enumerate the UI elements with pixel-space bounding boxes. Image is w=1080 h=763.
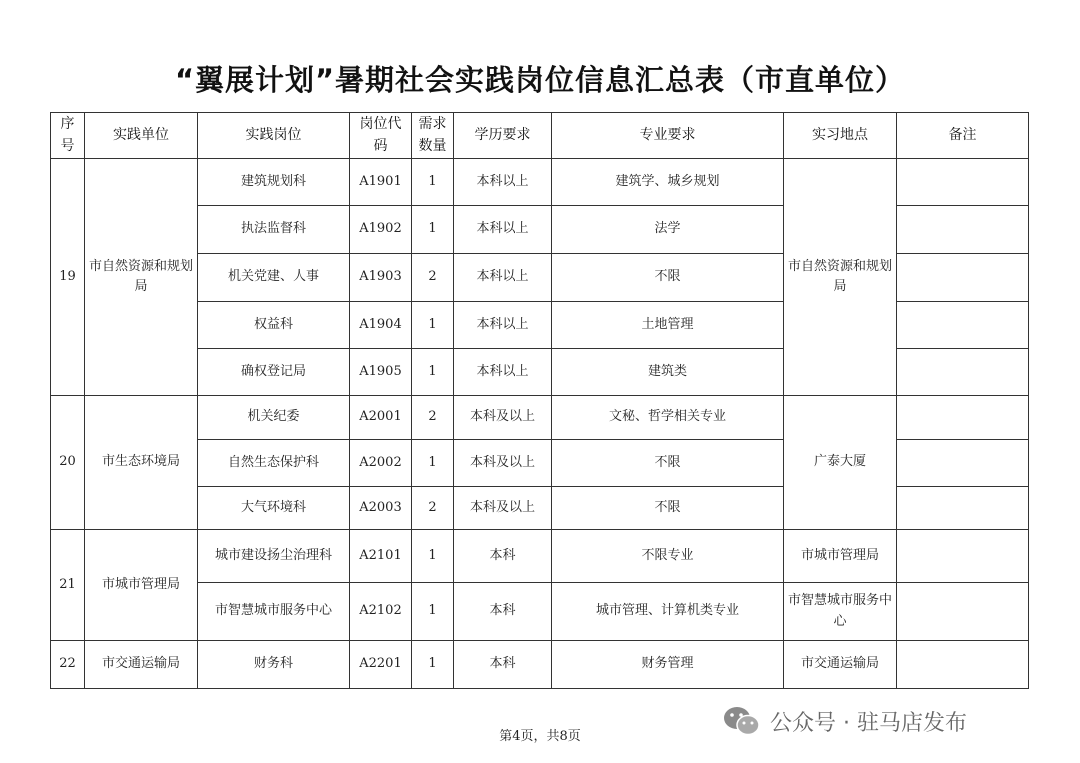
cell-major: 财务管理: [552, 641, 784, 689]
cell-remark: [897, 530, 1029, 583]
group-unit: 市生态环境局: [85, 396, 198, 530]
header-row: [51, 113, 1029, 159]
cell-post: 权益科: [198, 302, 350, 349]
cell-count: 1: [412, 159, 454, 206]
cell-education: 本科及以上: [454, 396, 552, 440]
wechat-icon: [722, 704, 762, 738]
cell-major: 城市管理、计算机类专业: [552, 583, 784, 641]
cell-major: 不限: [552, 254, 784, 302]
cell-major: 建筑学、城乡规划: [552, 159, 784, 206]
cell-count: 1: [412, 583, 454, 641]
cell-location: 市城市管理局: [784, 530, 897, 583]
cell-education: 本科以上: [454, 206, 552, 254]
header-index: 序号: [51, 113, 85, 159]
cell-code: A1905: [350, 349, 412, 396]
cell-remark: [897, 349, 1029, 396]
cell-count: 1: [412, 349, 454, 396]
cell-code: A2102: [350, 583, 412, 641]
group-unit: 市城市管理局: [85, 530, 198, 641]
cell-code: A1904: [350, 302, 412, 349]
cell-code: A1901: [350, 159, 412, 206]
cell-remark: [897, 487, 1029, 530]
header-code: 岗位代码: [350, 113, 412, 159]
cell-code: A2003: [350, 487, 412, 530]
cell-education: 本科以上: [454, 159, 552, 206]
header-education: 学历要求: [454, 113, 552, 159]
cell-remark: [897, 396, 1029, 440]
cell-code: A1903: [350, 254, 412, 302]
cell-remark: [897, 641, 1029, 689]
cell-education: 本科: [454, 641, 552, 689]
header-remark: 备注: [897, 113, 1029, 159]
cell-count: 2: [412, 487, 454, 530]
table-row: [51, 396, 1029, 440]
cell-count: 1: [412, 302, 454, 349]
cell-code: A2101: [350, 530, 412, 583]
cell-count: 2: [412, 396, 454, 440]
cell-education: 本科: [454, 583, 552, 641]
table-row: [51, 641, 1029, 689]
cell-post: 自然生态保护科: [198, 440, 350, 487]
cell-post: 建筑规划科: [198, 159, 350, 206]
table-row: [51, 530, 1029, 583]
cell-major: 法学: [552, 206, 784, 254]
group-index: 20: [51, 396, 85, 530]
cell-remark: [897, 254, 1029, 302]
group-unit: 市交通运输局: [85, 641, 198, 689]
cell-code: A2002: [350, 440, 412, 487]
group-location: 市自然资源和规划局: [784, 159, 897, 396]
cell-code: A2001: [350, 396, 412, 440]
cell-post: 城市建设扬尘治理科: [198, 530, 350, 583]
header-unit: 实践单位: [85, 113, 198, 159]
cell-remark: [897, 440, 1029, 487]
cell-post: 确权登记局: [198, 349, 350, 396]
table-row: [51, 583, 1029, 641]
header-major: 专业要求: [552, 113, 784, 159]
cell-code: A2201: [350, 641, 412, 689]
page-footer: 第4页，共8页: [499, 729, 581, 744]
cell-count: 1: [412, 641, 454, 689]
cell-major: 建筑类: [552, 349, 784, 396]
cell-education: 本科及以上: [454, 487, 552, 530]
cell-major: 不限: [552, 440, 784, 487]
cell-code: A1902: [350, 206, 412, 254]
group-index: 19: [51, 159, 85, 396]
cell-post: 市智慧城市服务中心: [198, 583, 350, 641]
cell-post: 大气环境科: [198, 487, 350, 530]
cell-post: 机关纪委: [198, 396, 350, 440]
cell-remark: [897, 583, 1029, 641]
header-location: 实习地点: [784, 113, 897, 159]
page-title: “翼展计划”暑期社会实践岗位信息汇总表（市直单位）: [174, 63, 906, 97]
cell-count: 2: [412, 254, 454, 302]
cell-location: 市智慧城市服务中心: [784, 583, 897, 641]
cell-major: 土地管理: [552, 302, 784, 349]
cell-count: 1: [412, 440, 454, 487]
cell-post: 执法监督科: [198, 206, 350, 254]
watermark-text: 公众号 · 驻马店发布: [770, 710, 967, 736]
group-location: 广泰大厦: [784, 396, 897, 530]
cell-education: 本科以上: [454, 302, 552, 349]
cell-remark: [897, 302, 1029, 349]
cell-education: 本科: [454, 530, 552, 583]
header-post: 实践岗位: [198, 113, 350, 159]
cell-count: 1: [412, 530, 454, 583]
watermark: [722, 700, 967, 742]
cell-major: 不限专业: [552, 530, 784, 583]
group-index: 21: [51, 530, 85, 641]
cell-education: 本科以上: [454, 349, 552, 396]
cell-education: 本科及以上: [454, 440, 552, 487]
cell-education: 本科以上: [454, 254, 552, 302]
group-index: 22: [51, 641, 85, 689]
cell-major: 文秘、哲学相关专业: [552, 396, 784, 440]
group-location: 市交通运输局: [784, 641, 897, 689]
table-row: [51, 159, 1029, 206]
cell-count: 1: [412, 206, 454, 254]
cell-major: 不限: [552, 487, 784, 530]
job-info-table: [50, 112, 1029, 689]
group-unit: 市自然资源和规划局: [85, 159, 198, 396]
header-count: 需求数量: [412, 113, 454, 159]
cell-post: 机关党建、人事: [198, 254, 350, 302]
cell-remark: [897, 159, 1029, 206]
cell-remark: [897, 206, 1029, 254]
cell-post: 财务科: [198, 641, 350, 689]
